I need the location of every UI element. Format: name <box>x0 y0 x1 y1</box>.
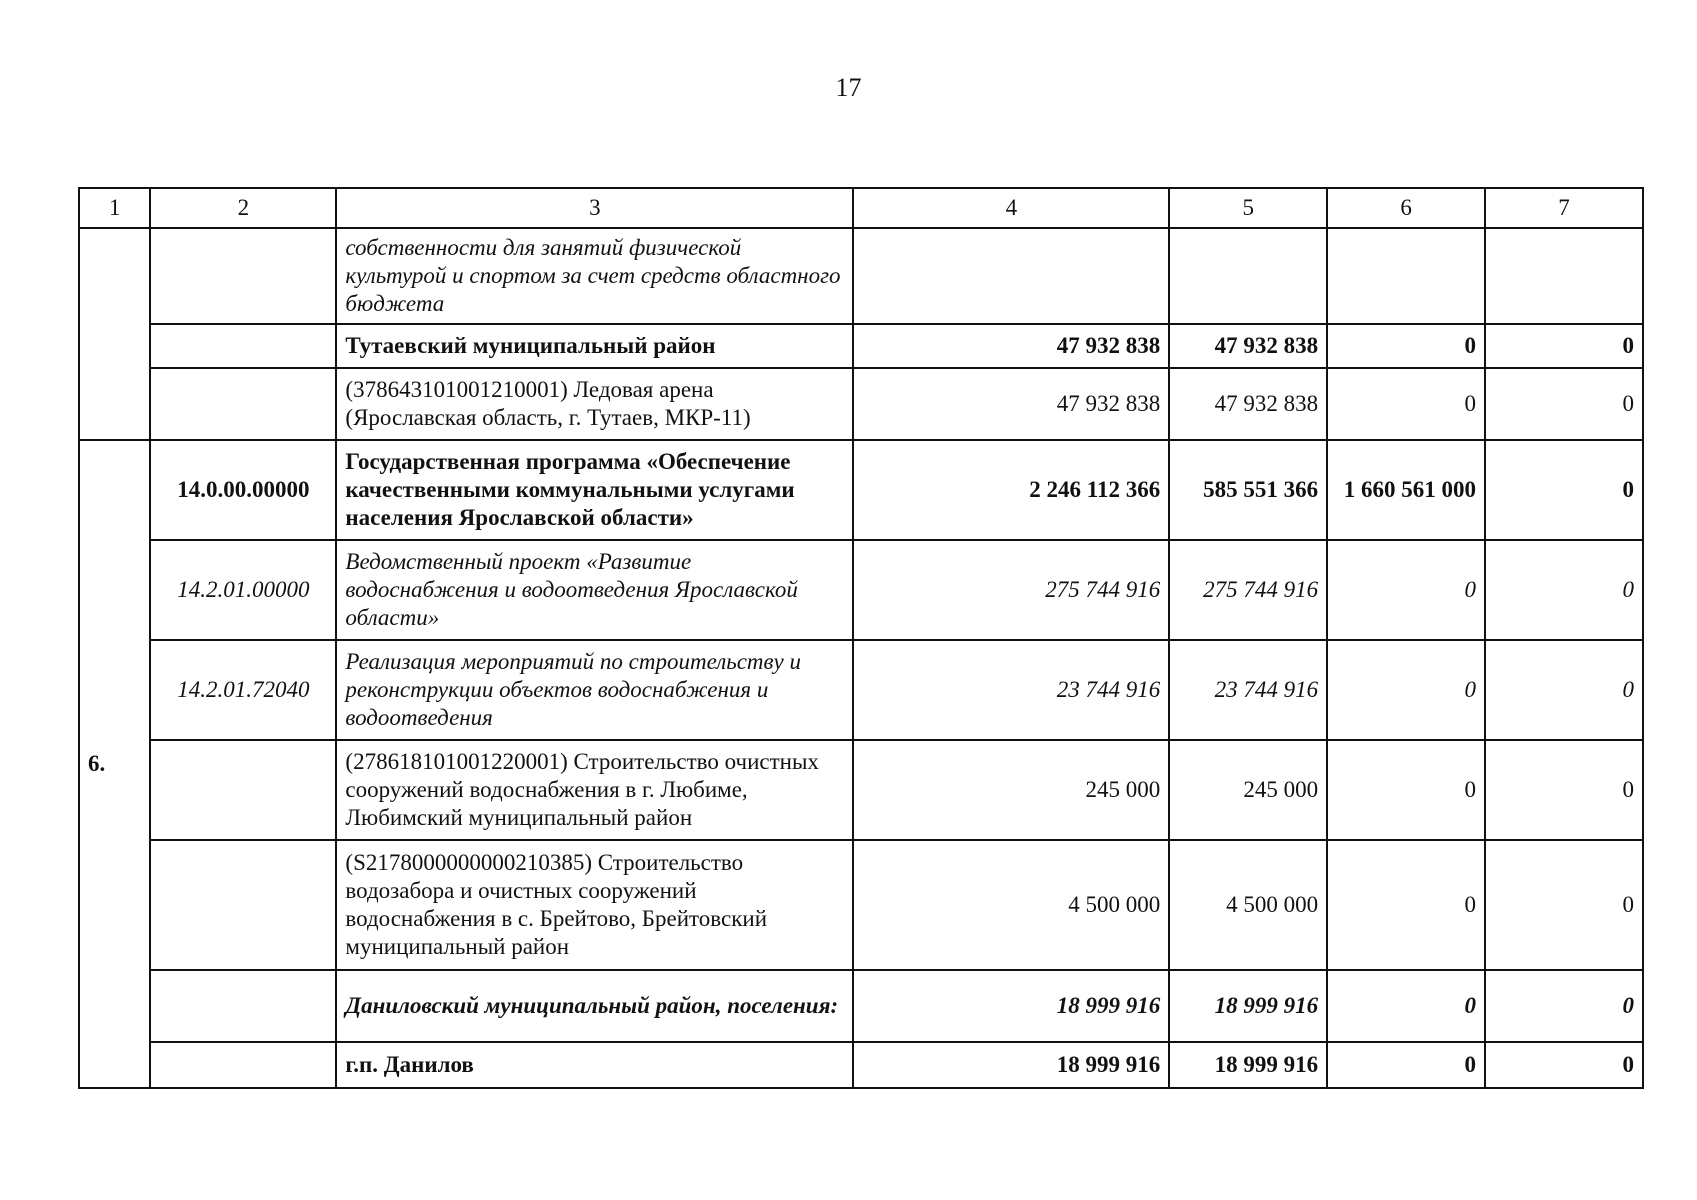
code-cell <box>150 1042 336 1088</box>
name-cell: г.п. Данилов <box>336 1042 853 1088</box>
table-row <box>79 970 1643 1042</box>
value-cell: 0 <box>1485 840 1643 970</box>
value-cell: 0 <box>1485 970 1643 1042</box>
value-cell: 18 999 916 <box>853 1042 1169 1088</box>
name-cell: (378643101001210001) Ледовая арена (Ярославская область, г. Тутаев, МКР-11) <box>336 368 853 440</box>
code-cell: 14.0.00.00000 <box>150 440 336 540</box>
table-row <box>79 640 1643 740</box>
name-cell: собственности для занятий физической культурой и спортом за счет средств областного бюджета <box>336 228 853 324</box>
value-cell: 0 <box>1485 440 1643 540</box>
table-row <box>79 324 1643 368</box>
value-cell: 245 000 <box>1169 740 1327 840</box>
code-cell <box>150 368 336 440</box>
value-cell <box>1327 228 1485 324</box>
name-cell: Ведомственный проект «Развитие водоснабжения и водоотведения Ярославской области» <box>336 540 853 640</box>
code-cell: 14.2.01.72040 <box>150 640 336 740</box>
value-cell: 2 246 112 366 <box>853 440 1169 540</box>
code-cell <box>150 324 336 368</box>
table-row <box>79 440 1643 540</box>
value-cell: 47 932 838 <box>1169 324 1327 368</box>
table-header-row <box>79 188 1643 228</box>
value-cell: 0 <box>1327 324 1485 368</box>
code-cell <box>150 970 336 1042</box>
value-cell: 275 744 916 <box>853 540 1169 640</box>
value-cell: 1 660 561 000 <box>1327 440 1485 540</box>
table-row <box>79 228 1643 324</box>
column-header: 3 <box>336 188 853 228</box>
value-cell: 0 <box>1327 540 1485 640</box>
budget-table <box>78 187 1644 1089</box>
value-cell: 4 500 000 <box>853 840 1169 970</box>
value-cell: 47 932 838 <box>1169 368 1327 440</box>
value-cell: 245 000 <box>853 740 1169 840</box>
value-cell: 0 <box>1485 368 1643 440</box>
value-cell: 0 <box>1327 840 1485 970</box>
name-cell: (278618101001220001) Строительство очистных сооружений водоснабжения в г. Любиме, Любимский муниципальный район <box>336 740 853 840</box>
value-cell: 23 744 916 <box>1169 640 1327 740</box>
column-header: 7 <box>1485 188 1643 228</box>
name-cell: Тутаевский муниципальный район <box>336 324 853 368</box>
value-cell <box>1169 228 1327 324</box>
table-row <box>79 540 1643 640</box>
value-cell <box>1485 228 1643 324</box>
column-header: 6 <box>1327 188 1485 228</box>
value-cell: 0 <box>1485 740 1643 840</box>
table-row <box>79 740 1643 840</box>
value-cell: 18 999 916 <box>1169 970 1327 1042</box>
name-cell: Реализация мероприятий по строительству и реконструкции объектов водоснабжения и водоотведения <box>336 640 853 740</box>
value-cell: 0 <box>1327 1042 1485 1088</box>
name-cell: (S2178000000000210385) Строительство водозабора и очистных сооружений водоснабжения в с. Брейтово, Брейтовский муниципальный район <box>336 840 853 970</box>
value-cell: 47 932 838 <box>853 324 1169 368</box>
value-cell: 18 999 916 <box>853 970 1169 1042</box>
index-cell <box>79 228 150 440</box>
table-row <box>79 840 1643 970</box>
value-cell: 4 500 000 <box>1169 840 1327 970</box>
value-cell: 0 <box>1485 324 1643 368</box>
value-cell: 275 744 916 <box>1169 540 1327 640</box>
value-cell: 0 <box>1485 640 1643 740</box>
name-cell: Даниловский муниципальный район, поселения: <box>336 970 853 1042</box>
value-cell: 23 744 916 <box>853 640 1169 740</box>
value-cell: 585 551 366 <box>1169 440 1327 540</box>
value-cell: 0 <box>1327 640 1485 740</box>
column-header: 1 <box>79 188 150 228</box>
index-cell: 6. <box>79 440 150 1088</box>
column-header: 5 <box>1169 188 1327 228</box>
code-cell <box>150 740 336 840</box>
value-cell: 0 <box>1485 1042 1643 1088</box>
page-number: 17 <box>835 73 862 102</box>
value-cell <box>853 228 1169 324</box>
code-cell: 14.2.01.00000 <box>150 540 336 640</box>
value-cell: 0 <box>1327 970 1485 1042</box>
code-cell <box>150 228 336 324</box>
table-row <box>79 368 1643 440</box>
value-cell: 18 999 916 <box>1169 1042 1327 1088</box>
value-cell: 0 <box>1485 540 1643 640</box>
code-cell <box>150 840 336 970</box>
table-row <box>79 1042 1643 1088</box>
value-cell: 47 932 838 <box>853 368 1169 440</box>
name-cell: Государственная программа «Обеспечение качественными коммунальными услугами населения Ярославской области» <box>336 440 853 540</box>
column-header: 2 <box>150 188 336 228</box>
column-header: 4 <box>853 188 1169 228</box>
value-cell: 0 <box>1327 368 1485 440</box>
value-cell: 0 <box>1327 740 1485 840</box>
